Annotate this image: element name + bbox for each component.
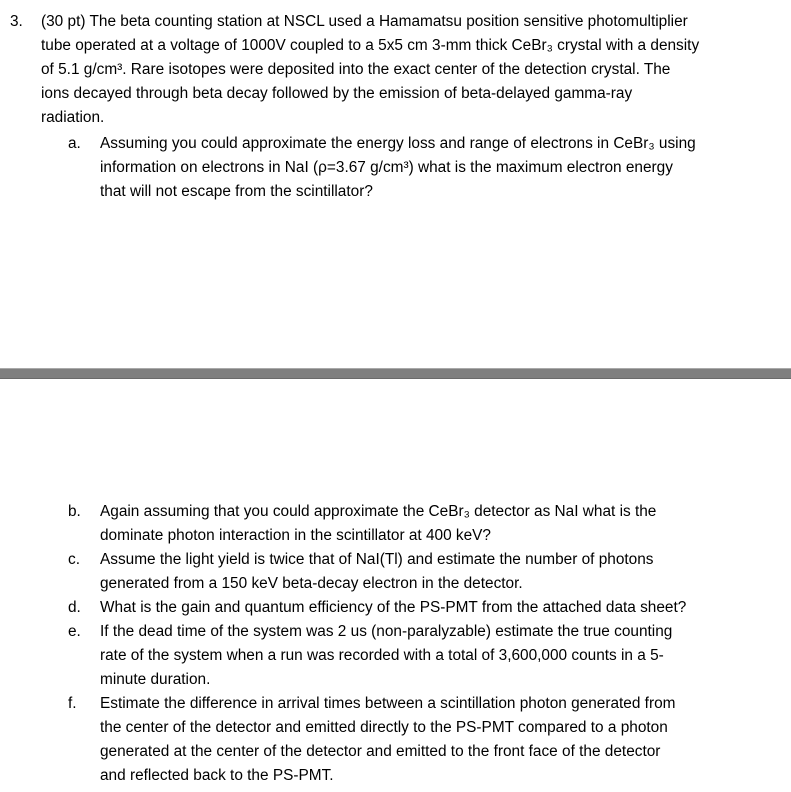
subquestion-a: [68, 132, 768, 204]
subquestion-line: Assume the light yield is twice that of NaI(Tl) and estimate the number of photons: [100, 551, 654, 568]
subquestion-line: dominate photon interaction in the scintillator at 400 keV?: [100, 527, 491, 544]
subquestion-b: [68, 500, 768, 548]
stem-line: tube operated at a voltage of 1000V coupled to a 5x5 cm 3-mm thick CeBr₃ crystal with a density: [41, 37, 700, 54]
question-3: [0, 10, 775, 130]
subquestion-text: [100, 500, 768, 548]
subquestion-letter: d.: [68, 599, 81, 616]
page-divider: [0, 368, 791, 379]
subquestion-letter: e.: [68, 623, 81, 640]
subquestion-d: [68, 596, 768, 620]
question-number: 3.: [10, 13, 23, 30]
subquestion-line: the center of the detector and emitted directly to the PS-PMT compared to a photon: [100, 719, 668, 736]
subquestion-text: [100, 620, 768, 692]
subquestion-letter: c.: [68, 551, 80, 568]
subquestion-letter: a.: [68, 135, 81, 152]
stem-line: (30 pt) The beta counting station at NSCL used a Hamamatsu position sensitive photomultiplier: [41, 13, 688, 30]
subquestion-line: rate of the system when a run was recorded with a total of 3,600,000 counts in a 5-: [100, 647, 664, 664]
subquestion-line: information on electrons in NaI (ρ=3.67 g/cm³) what is the maximum electron energy: [100, 159, 673, 176]
stem-line: ions decayed through beta decay followed by the emission of beta-delayed gamma-ray: [41, 85, 633, 102]
subquestion-line: Estimate the difference in arrival times between a scintillation photon generated from: [100, 695, 676, 712]
subquestion-line: What is the gain and quantum efficiency of the PS-PMT from the attached data sheet?: [100, 599, 687, 616]
subquestion-line: that will not escape from the scintillator?: [100, 183, 373, 200]
subquestion-text: [100, 548, 768, 596]
subquestion-letter: f.: [68, 695, 77, 712]
stem-line: radiation.: [41, 109, 105, 126]
stem-line: of 5.1 g/cm³. Rare isotopes were deposited into the exact center of the detection crystal. The: [41, 61, 671, 78]
subquestion-c: [68, 548, 768, 596]
subquestion-line: minute duration.: [100, 671, 211, 688]
subquestion-line: generated from a 150 keV beta-decay electron in the detector.: [100, 575, 523, 592]
subquestion-line: generated at the center of the detector and emitted to the front face of the detector: [100, 743, 661, 760]
subquestion-letter: b.: [68, 503, 81, 520]
subquestion-line: If the dead time of the system was 2 us (non-paralyzable) estimate the true counting: [100, 623, 673, 640]
subquestion-f: [68, 692, 768, 788]
question-stem: [41, 10, 775, 130]
subquestion-text: [100, 132, 768, 204]
subquestion-text: [100, 692, 768, 788]
subquestion-line: Again assuming that you could approximate the CeBr₃ detector as NaI what is the: [100, 503, 657, 520]
subquestion-e: [68, 620, 768, 692]
subquestion-line: Assuming you could approximate the energy loss and range of electrons in CeBr₃ using: [100, 135, 696, 152]
subquestion-text: [100, 596, 768, 620]
subquestion-line: and reflected back to the PS-PMT.: [100, 767, 334, 784]
